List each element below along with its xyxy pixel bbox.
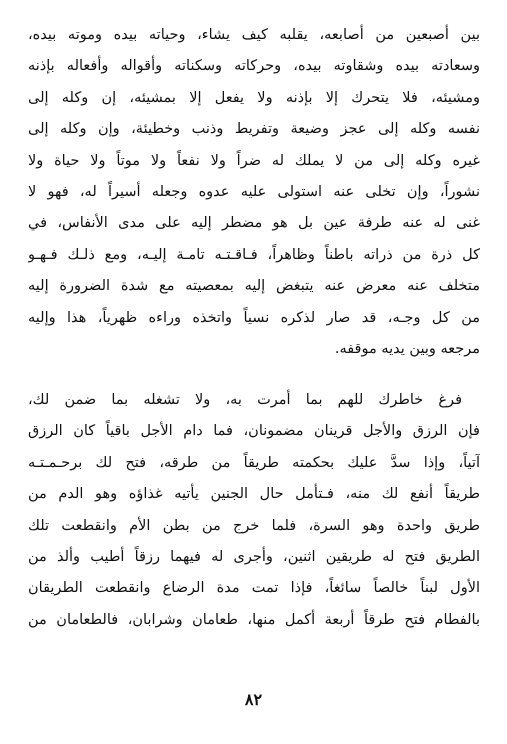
- text-line: متخلف عنه معرض عنه يتبغض إليه بمعصيته مع شدة الضرورة إليه: [28, 278, 480, 295]
- text-line: مرجعه وبين يديه موقفه.: [334, 340, 480, 357]
- text-line: الطريق فتح له طريقين اثنين، وأجرى له فيهما رزقاً أطيب وألذ من: [28, 548, 480, 565]
- page-number: ٨٢: [244, 690, 263, 709]
- text-line: بالفطام فتح طرقاً أربعة أكمل منها، طعامان وشرابان، فالطعامان من: [28, 611, 480, 628]
- text-line: فإن الرزق والأجل قرينان مضمونان، فما دام الأجل باقياً كان الرزق: [28, 423, 480, 440]
- text-line: فرغ خاطرك للهم بما أمرت به، ولا تشغله بما ضمن لك،: [28, 392, 462, 408]
- text-line: طريق واحدة وهو السرة، فلما خرج من بطن الأم وانقطعت تلك: [28, 517, 480, 534]
- text-line: غيره وكله إلى من لا يملك له ضراً ولا نفعاً ولا موتاً ولا حياة ولا: [28, 152, 480, 169]
- text-line: بين أصبعين من أصابعه، يقلبه كيف يشاء، وحياته بيده وموته بيده،: [28, 27, 480, 43]
- text-line: آتياً، وإذا سدَّ عليك بحكمته طريقاً من طرقه، فتح لك برحـمـتـه: [28, 454, 480, 471]
- paragraph-2: [28, 385, 480, 636]
- text-line: الأول لبناً خالصاً سائغاً، فإذا تمت مدة الرضاع وانقطعت الطريقان: [28, 580, 480, 597]
- text-line: غنى له عنه طرفة عين بل هو مضطر إليه على مدى الأنفاس، في: [28, 215, 480, 232]
- text-line: كل ذرة من ذراته باطناً وظاهراً، فـاقـتـه تامـة إليـه، ومع ذلـك فـهـو: [28, 246, 480, 263]
- text-line: من كل وجـه، قد صار لذكره نسياً واتخذه وراءه ظهرياً، هذا وإليه: [28, 309, 480, 326]
- paragraph-1: [28, 20, 480, 365]
- text-line: ومشيئه، فلا يتحرك إلا بإذنه ولا يفعل إلا بمشيئه، إن وكله إلى: [28, 89, 480, 106]
- text-line: نفسه وكله إلى عجز وضيعة وتفريط وذنب وخطيئة، وإن وكله إلى: [28, 121, 480, 138]
- text-line: وسعادته بيده وشقاوته بيده، وحركاته وسكناته وأقواله وأفعاله بإذنه: [28, 58, 480, 75]
- text-line: نشوراً، وإن تخلى عنه استولى عليه عدوه وجعله أسيراً له، فهو لا: [28, 183, 480, 200]
- text-line: طريقاً أنفع لك منه، فـتأمل حال الجنين يأتيه غذاؤه وهو الدم من: [28, 486, 480, 503]
